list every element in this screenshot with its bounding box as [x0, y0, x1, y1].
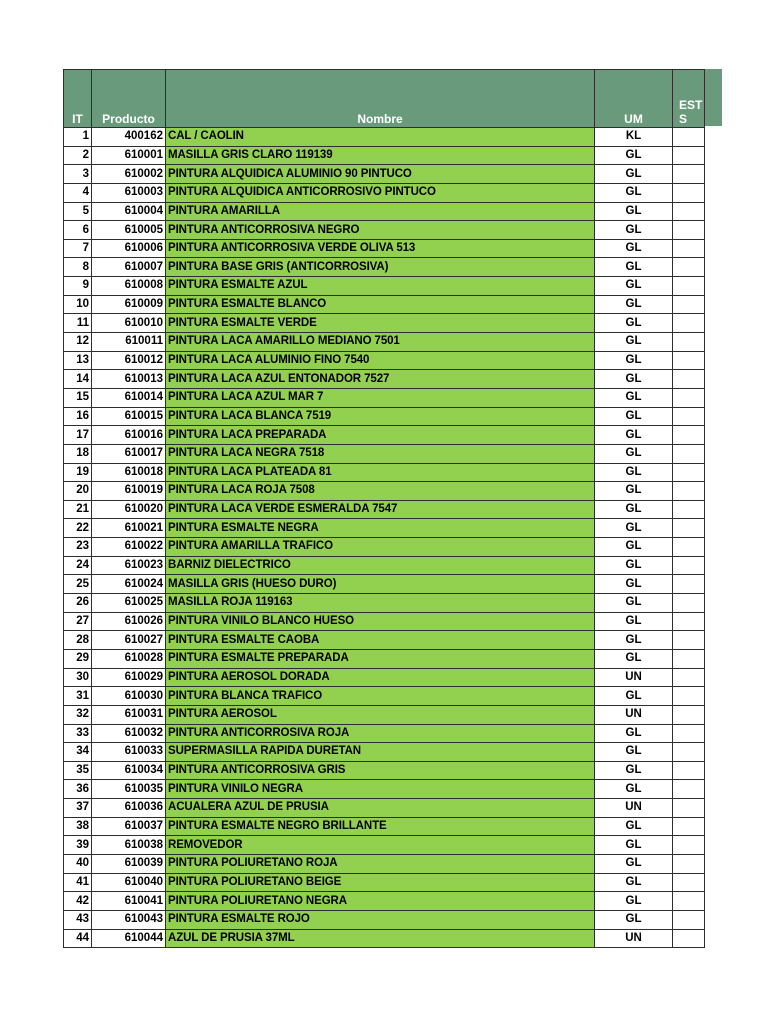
row-it-cell[interactable]: 30: [64, 668, 92, 687]
row-producto-cell[interactable]: 610037: [92, 817, 166, 836]
row-um-cell[interactable]: GL: [595, 854, 673, 873]
row-it-cell[interactable]: 31: [64, 687, 92, 706]
row-est-cell[interactable]: [673, 128, 705, 147]
header-est-top: EST: [679, 98, 703, 112]
row-producto-cell[interactable]: 610013: [92, 370, 166, 389]
row-nombre-cell[interactable]: PINTURA LACA ROJA 7508: [166, 482, 595, 501]
row-est-cell[interactable]: [673, 183, 705, 202]
row-est-cell[interactable]: [673, 351, 705, 370]
row-um-cell[interactable]: KL: [595, 128, 673, 147]
row-est-cell[interactable]: [673, 854, 705, 873]
row-nombre-cell[interactable]: PINTURA AEROSOL: [166, 705, 595, 724]
row-est-cell[interactable]: [673, 538, 705, 557]
row-est-cell[interactable]: [673, 277, 705, 296]
row-nombre-cell[interactable]: PINTURA ANTICORROSIVA NEGRO: [166, 221, 595, 240]
row-producto-cell[interactable]: 610030: [92, 687, 166, 706]
row-est-cell[interactable]: [673, 929, 705, 948]
row-nombre-cell[interactable]: PINTURA ESMALTE BLANCO: [166, 295, 595, 314]
row-nombre-cell[interactable]: PINTURA LACA AZUL MAR 7: [166, 388, 595, 407]
row-it-cell[interactable]: 20: [64, 482, 92, 501]
row-producto-cell[interactable]: 610026: [92, 612, 166, 631]
row-producto-cell[interactable]: 610011: [92, 333, 166, 352]
row-producto-cell[interactable]: 610014: [92, 388, 166, 407]
row-um-cell[interactable]: GL: [595, 370, 673, 389]
row-est-cell[interactable]: [673, 295, 705, 314]
row-nombre-cell[interactable]: PINTURA ESMALTE PREPARADA: [166, 649, 595, 668]
row-um-cell[interactable]: GL: [595, 500, 673, 519]
table-row: [64, 724, 705, 743]
row-producto-cell[interactable]: 610039: [92, 854, 166, 873]
row-it-cell[interactable]: 12: [64, 333, 92, 352]
row-it-cell[interactable]: 25: [64, 575, 92, 594]
row-nombre-cell[interactable]: MASILLA ROJA 119163: [166, 594, 595, 613]
row-producto-cell[interactable]: 610041: [92, 892, 166, 911]
row-um-cell[interactable]: GL: [595, 817, 673, 836]
row-nombre-cell[interactable]: PINTURA LACA NEGRA 7518: [166, 444, 595, 463]
row-um-cell[interactable]: GL: [595, 892, 673, 911]
header-nombre: Nombre: [166, 70, 595, 128]
row-nombre-cell[interactable]: CAL / CAOLIN: [166, 128, 595, 147]
table-row: [64, 295, 705, 314]
row-est-cell[interactable]: [673, 407, 705, 426]
table-row: [64, 649, 705, 668]
row-um-cell[interactable]: GL: [595, 463, 673, 482]
row-est-cell[interactable]: [673, 612, 705, 631]
table-row: [64, 500, 705, 519]
table-row: [64, 780, 705, 799]
row-est-cell[interactable]: [673, 817, 705, 836]
row-nombre-cell[interactable]: PINTURA ESMALTE NEGRO BRILLANTE: [166, 817, 595, 836]
row-um-cell[interactable]: GL: [595, 836, 673, 855]
row-est-cell[interactable]: [673, 258, 705, 277]
row-nombre-cell[interactable]: PINTURA LACA ALUMINIO FINO 7540: [166, 351, 595, 370]
row-producto-cell[interactable]: 610016: [92, 426, 166, 445]
row-est-cell[interactable]: [673, 314, 705, 333]
row-it-cell[interactable]: 36: [64, 780, 92, 799]
row-nombre-cell[interactable]: AZUL DE PRUSIA 37ML: [166, 929, 595, 948]
row-it-cell[interactable]: 17: [64, 426, 92, 445]
row-it-cell[interactable]: 18: [64, 444, 92, 463]
table-row: [64, 761, 705, 780]
table-row: [64, 407, 705, 426]
row-nombre-cell[interactable]: MASILLA GRIS (HUESO DURO): [166, 575, 595, 594]
row-producto-cell[interactable]: 610035: [92, 780, 166, 799]
row-est-cell[interactable]: [673, 333, 705, 352]
row-nombre-cell[interactable]: PINTURA LACA AMARILLO MEDIANO 7501: [166, 333, 595, 352]
row-it-cell[interactable]: 11: [64, 314, 92, 333]
table-row: [64, 854, 705, 873]
row-um-cell[interactable]: GL: [595, 631, 673, 650]
row-est-cell[interactable]: [673, 761, 705, 780]
row-producto-cell[interactable]: 610044: [92, 929, 166, 948]
row-est-cell[interactable]: [673, 426, 705, 445]
header-est-bottom: S: [679, 112, 688, 126]
row-producto-cell[interactable]: 610020: [92, 500, 166, 519]
table-row: [64, 556, 705, 575]
row-est-cell[interactable]: [673, 388, 705, 407]
row-um-cell[interactable]: GL: [595, 258, 673, 277]
row-it-cell[interactable]: 5: [64, 202, 92, 221]
row-um-cell[interactable]: GL: [595, 724, 673, 743]
row-nombre-cell[interactable]: PINTURA ANTICORROSIVA VERDE OLIVA 513: [166, 239, 595, 258]
row-nombre-cell[interactable]: PINTURA ESMALTE AZUL: [166, 277, 595, 296]
row-um-cell[interactable]: GL: [595, 482, 673, 501]
row-it-cell[interactable]: 42: [64, 892, 92, 911]
header-producto: Producto: [92, 70, 166, 128]
row-it-cell[interactable]: 28: [64, 631, 92, 650]
row-it-cell[interactable]: 21: [64, 500, 92, 519]
row-nombre-cell[interactable]: REMOVEDOR: [166, 836, 595, 855]
row-it-cell[interactable]: 7: [64, 239, 92, 258]
row-est-cell[interactable]: [673, 705, 705, 724]
row-um-cell[interactable]: GL: [595, 687, 673, 706]
row-est-cell[interactable]: [673, 892, 705, 911]
row-it-cell[interactable]: 33: [64, 724, 92, 743]
row-nombre-cell[interactable]: PINTURA ESMALTE NEGRA: [166, 519, 595, 538]
row-um-cell[interactable]: GL: [595, 426, 673, 445]
row-producto-cell[interactable]: 610027: [92, 631, 166, 650]
product-table: [63, 69, 705, 948]
table-row: [64, 388, 705, 407]
table-row: [64, 463, 705, 482]
row-est-cell[interactable]: [673, 556, 705, 575]
table-row: [64, 277, 705, 296]
row-nombre-cell[interactable]: PINTURA LACA PREPARADA: [166, 426, 595, 445]
table-row: [64, 128, 705, 147]
table-row: [64, 221, 705, 240]
row-um-cell[interactable]: GL: [595, 761, 673, 780]
row-it-cell[interactable]: 35: [64, 761, 92, 780]
row-producto-cell[interactable]: 610024: [92, 575, 166, 594]
table-row: [64, 426, 705, 445]
header-um: UM: [595, 70, 673, 128]
header-it: IT: [64, 70, 92, 128]
row-producto-cell[interactable]: 400162: [92, 128, 166, 147]
row-nombre-cell[interactable]: PINTURA VINILO BLANCO HUESO: [166, 612, 595, 631]
row-est-cell[interactable]: [673, 668, 705, 687]
row-producto-cell[interactable]: 610004: [92, 202, 166, 221]
row-producto-cell[interactable]: 610017: [92, 444, 166, 463]
row-nombre-cell[interactable]: PINTURA ESMALTE CAOBA: [166, 631, 595, 650]
row-nombre-cell[interactable]: PINTURA POLIURETANO BEIGE: [166, 873, 595, 892]
table-row: [64, 687, 705, 706]
row-nombre-cell[interactable]: PINTURA ALQUIDICA ANTICORROSIVO PINTUCO: [166, 183, 595, 202]
row-it-cell[interactable]: 44: [64, 929, 92, 948]
row-producto-cell[interactable]: 610034: [92, 761, 166, 780]
table-row: [64, 202, 705, 221]
row-um-cell[interactable]: GL: [595, 519, 673, 538]
row-it-cell[interactable]: 6: [64, 221, 92, 240]
row-nombre-cell[interactable]: PINTURA LACA PLATEADA 81: [166, 463, 595, 482]
header-row: [64, 70, 705, 128]
row-it-cell[interactable]: 39: [64, 836, 92, 855]
row-est-cell[interactable]: [673, 743, 705, 762]
row-producto-cell[interactable]: 610001: [92, 146, 166, 165]
row-nombre-cell[interactable]: PINTURA ALQUIDICA ALUMINIO 90 PINTUCO: [166, 165, 595, 184]
row-it-cell[interactable]: 3: [64, 165, 92, 184]
row-um-cell[interactable]: UN: [595, 799, 673, 818]
row-nombre-cell[interactable]: PINTURA ESMALTE ROJO: [166, 910, 595, 929]
row-it-cell[interactable]: 14: [64, 370, 92, 389]
row-um-cell[interactable]: GL: [595, 314, 673, 333]
row-producto-cell[interactable]: 610028: [92, 649, 166, 668]
row-um-cell[interactable]: GL: [595, 444, 673, 463]
row-nombre-cell[interactable]: PINTURA POLIURETANO NEGRA: [166, 892, 595, 911]
row-nombre-cell[interactable]: PINTURA POLIURETANO ROJA: [166, 854, 595, 873]
row-um-cell[interactable]: GL: [595, 146, 673, 165]
row-nombre-cell[interactable]: BARNIZ DIELECTRICO: [166, 556, 595, 575]
row-it-cell[interactable]: 38: [64, 817, 92, 836]
row-producto-cell[interactable]: 610005: [92, 221, 166, 240]
table-row: [64, 444, 705, 463]
row-producto-cell[interactable]: 610003: [92, 183, 166, 202]
row-producto-cell[interactable]: 610002: [92, 165, 166, 184]
row-um-cell[interactable]: GL: [595, 556, 673, 575]
row-it-cell[interactable]: 22: [64, 519, 92, 538]
row-it-cell[interactable]: 13: [64, 351, 92, 370]
row-nombre-cell[interactable]: PINTURA BLANCA TRAFICO: [166, 687, 595, 706]
row-um-cell[interactable]: GL: [595, 333, 673, 352]
table-row: [64, 165, 705, 184]
row-it-cell[interactable]: 8: [64, 258, 92, 277]
row-it-cell[interactable]: 37: [64, 799, 92, 818]
row-um-cell[interactable]: GL: [595, 183, 673, 202]
row-producto-cell[interactable]: 610018: [92, 463, 166, 482]
row-est-cell[interactable]: [673, 482, 705, 501]
row-it-cell[interactable]: 1: [64, 128, 92, 147]
row-um-cell[interactable]: GL: [595, 538, 673, 557]
row-it-cell[interactable]: 4: [64, 183, 92, 202]
row-it-cell[interactable]: 40: [64, 854, 92, 873]
row-um-cell[interactable]: GL: [595, 873, 673, 892]
row-nombre-cell[interactable]: PINTURA ANTICORROSIVA ROJA: [166, 724, 595, 743]
row-it-cell[interactable]: 24: [64, 556, 92, 575]
row-producto-cell[interactable]: 610040: [92, 873, 166, 892]
spreadsheet: [63, 69, 705, 948]
row-est-cell[interactable]: [673, 202, 705, 221]
row-est-cell[interactable]: [673, 649, 705, 668]
row-producto-cell[interactable]: 610006: [92, 239, 166, 258]
row-it-cell[interactable]: 10: [64, 295, 92, 314]
table-row: [64, 146, 705, 165]
row-est-cell[interactable]: [673, 463, 705, 482]
row-nombre-cell[interactable]: PINTURA AMARILLA: [166, 202, 595, 221]
row-producto-cell[interactable]: 610007: [92, 258, 166, 277]
row-nombre-cell[interactable]: PINTURA LACA BLANCA 7519: [166, 407, 595, 426]
table-row: [64, 519, 705, 538]
row-producto-cell[interactable]: 610025: [92, 594, 166, 613]
table-row: [64, 743, 705, 762]
row-producto-cell[interactable]: 610033: [92, 743, 166, 762]
row-nombre-cell[interactable]: SUPERMASILLA RAPIDA DURETAN: [166, 743, 595, 762]
row-producto-cell[interactable]: 610043: [92, 910, 166, 929]
row-it-cell[interactable]: 29: [64, 649, 92, 668]
table-row: [64, 910, 705, 929]
row-est-cell[interactable]: [673, 724, 705, 743]
row-est-cell[interactable]: [673, 146, 705, 165]
row-producto-cell[interactable]: 610023: [92, 556, 166, 575]
table-row: [64, 668, 705, 687]
row-um-cell[interactable]: GL: [595, 295, 673, 314]
row-it-cell[interactable]: 19: [64, 463, 92, 482]
row-it-cell[interactable]: 16: [64, 407, 92, 426]
row-um-cell[interactable]: GL: [595, 165, 673, 184]
row-um-cell[interactable]: UN: [595, 929, 673, 948]
row-nombre-cell[interactable]: PINTURA AMARILLA TRAFICO: [166, 538, 595, 557]
table-row: [64, 631, 705, 650]
row-producto-cell[interactable]: 610019: [92, 482, 166, 501]
row-producto-cell[interactable]: 610012: [92, 351, 166, 370]
row-nombre-cell[interactable]: ACUALERA AZUL DE PRUSIA: [166, 799, 595, 818]
row-it-cell[interactable]: 34: [64, 743, 92, 762]
row-producto-cell[interactable]: 610036: [92, 799, 166, 818]
row-um-cell[interactable]: GL: [595, 743, 673, 762]
row-um-cell[interactable]: GL: [595, 277, 673, 296]
table-row: [64, 799, 705, 818]
table-row: [64, 183, 705, 202]
row-est-cell[interactable]: [673, 836, 705, 855]
row-it-cell[interactable]: 26: [64, 594, 92, 613]
table-row: [64, 817, 705, 836]
row-producto-cell[interactable]: 610010: [92, 314, 166, 333]
row-nombre-cell[interactable]: PINTURA BASE GRIS (ANTICORROSIVA): [166, 258, 595, 277]
row-nombre-cell[interactable]: PINTURA VINILO NEGRA: [166, 780, 595, 799]
row-um-cell[interactable]: GL: [595, 649, 673, 668]
row-um-cell[interactable]: GL: [595, 910, 673, 929]
row-um-cell[interactable]: GL: [595, 612, 673, 631]
header-est: [673, 70, 705, 128]
row-producto-cell[interactable]: 610029: [92, 668, 166, 687]
table-row: [64, 314, 705, 333]
row-um-cell[interactable]: GL: [595, 388, 673, 407]
table-row: [64, 239, 705, 258]
row-est-cell[interactable]: [673, 165, 705, 184]
row-nombre-cell[interactable]: PINTURA ANTICORROSIVA GRIS: [166, 761, 595, 780]
row-nombre-cell[interactable]: PINTURA ESMALTE VERDE: [166, 314, 595, 333]
row-nombre-cell[interactable]: PINTURA LACA AZUL ENTONADOR 7527: [166, 370, 595, 389]
table-row: [64, 370, 705, 389]
table-row: [64, 538, 705, 557]
row-nombre-cell[interactable]: MASILLA GRIS CLARO 119139: [166, 146, 595, 165]
row-producto-cell[interactable]: 610009: [92, 295, 166, 314]
row-est-cell[interactable]: [673, 631, 705, 650]
row-um-cell[interactable]: GL: [595, 780, 673, 799]
table-row: [64, 705, 705, 724]
row-um-cell[interactable]: GL: [595, 221, 673, 240]
row-est-cell[interactable]: [673, 594, 705, 613]
row-producto-cell[interactable]: 610032: [92, 724, 166, 743]
table-row: [64, 575, 705, 594]
row-it-cell[interactable]: 41: [64, 873, 92, 892]
row-um-cell[interactable]: GL: [595, 239, 673, 258]
row-producto-cell[interactable]: 610038: [92, 836, 166, 855]
row-est-cell[interactable]: [673, 780, 705, 799]
row-um-cell[interactable]: UN: [595, 668, 673, 687]
row-um-cell[interactable]: GL: [595, 407, 673, 426]
row-it-cell[interactable]: 23: [64, 538, 92, 557]
row-nombre-cell[interactable]: PINTURA AEROSOL DORADA: [166, 668, 595, 687]
row-it-cell[interactable]: 9: [64, 277, 92, 296]
row-est-cell[interactable]: [673, 370, 705, 389]
table-row: [64, 892, 705, 911]
row-producto-cell[interactable]: 610015: [92, 407, 166, 426]
row-it-cell[interactable]: 15: [64, 388, 92, 407]
row-est-cell[interactable]: [673, 221, 705, 240]
table-body: [64, 128, 705, 948]
row-est-cell[interactable]: [673, 239, 705, 258]
row-est-cell[interactable]: [673, 910, 705, 929]
row-est-cell[interactable]: [673, 687, 705, 706]
row-producto-cell[interactable]: 610031: [92, 705, 166, 724]
table-row: [64, 612, 705, 631]
table-row: [64, 836, 705, 855]
row-it-cell[interactable]: 43: [64, 910, 92, 929]
row-it-cell[interactable]: 32: [64, 705, 92, 724]
table-row: [64, 258, 705, 277]
row-est-cell[interactable]: [673, 873, 705, 892]
row-um-cell[interactable]: GL: [595, 575, 673, 594]
row-nombre-cell[interactable]: PINTURA LACA VERDE ESMERALDA 7547: [166, 500, 595, 519]
row-est-cell[interactable]: [673, 519, 705, 538]
row-um-cell[interactable]: GL: [595, 594, 673, 613]
row-it-cell[interactable]: 2: [64, 146, 92, 165]
table-row: [64, 873, 705, 892]
row-um-cell[interactable]: GL: [595, 202, 673, 221]
table-row: [64, 482, 705, 501]
table-row: [64, 929, 705, 948]
table-row: [64, 351, 705, 370]
row-um-cell[interactable]: UN: [595, 705, 673, 724]
row-est-cell[interactable]: [673, 444, 705, 463]
row-est-cell[interactable]: [673, 575, 705, 594]
row-it-cell[interactable]: 27: [64, 612, 92, 631]
row-producto-cell[interactable]: 610008: [92, 277, 166, 296]
table-row: [64, 333, 705, 352]
row-est-cell[interactable]: [673, 799, 705, 818]
row-est-cell[interactable]: [673, 500, 705, 519]
row-um-cell[interactable]: GL: [595, 351, 673, 370]
table-row: [64, 594, 705, 613]
row-producto-cell[interactable]: 610022: [92, 538, 166, 557]
row-producto-cell[interactable]: 610021: [92, 519, 166, 538]
